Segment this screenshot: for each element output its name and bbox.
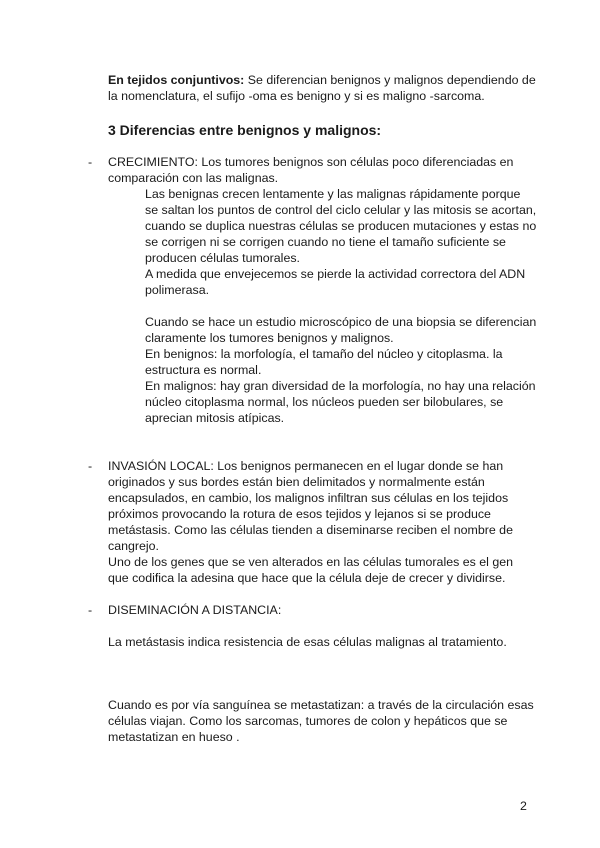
text-line: Las benignas crecen lentamente y las malignas rápidamente porque [145,187,521,201]
diseminacion-paragraph-1: La metástasis indica resistencia de esas células malignas al tratamiento. [108,635,507,649]
text-line: Cuando es por vía sanguínea se metastatizan: a través de la circulación esas [108,698,534,712]
bullet-dash-invasion: - [88,459,93,473]
text-line: metástasis. Como las células tienden a diseminarse reciben el nombre de [108,523,513,537]
bullet-dash-crecimiento: - [88,155,93,169]
text-line: encapsulados, en cambio, los malignos infiltran sus células en los tejidos [108,491,509,505]
text-line: estructura es normal. [145,363,262,377]
diseminacion-title: DISEMINACIÓN A DISTANCIA: [108,603,282,617]
text-line: En malignos: hay gran diversidad de la morfología, no hay una relación [145,379,536,393]
text-line: aprecian mitosis atípicas. [145,411,285,425]
intro-paragraph [108,72,536,104]
intro-bold-label: En tejidos conjuntivos: [108,73,245,87]
text-line: A medida que envejecemos se pierde la actividad correctora del ADN [145,267,526,281]
text-line: producen células tumorales. [145,251,300,265]
text-line: cangrejo. [108,539,159,553]
diseminacion-paragraph-2 [108,697,534,745]
text-line: En benignos: la morfología, el tamaño del núcleo y citoplasma. la [145,347,503,361]
bullet-dash-diseminacion: - [88,603,93,617]
text-line: cuando se duplica nuestras células se producen mutaciones y estas no [145,219,537,233]
text-line: INVASIÓN LOCAL: Los benignos permanecen en el lugar donde se han [108,459,504,473]
text-line: Cuando se hace un estudio microscópico de una biopsia se diferencian [145,315,537,329]
text-line: originados y sus bordes están bien delimitados y normalmente están [108,475,485,489]
text-line: núcleo citoplasma normal, los núcleos pueden ser bilobulares, se [145,395,504,409]
text-line: se saltan los puntos de control del ciclo celular y las mitosis se acortan, [145,203,537,217]
page-number: 2 [520,799,527,813]
text-line: polimerasa. [145,283,210,297]
text-line: próximos provocando la rotura de esos tejidos y lejanos si se produce [108,507,491,521]
text-line: que codifica la adesina que hace que la célula deje de crecer y dividirse. [108,571,506,585]
crecimiento-paragraph-1 [145,186,536,298]
text-line: se corrigen ni se corrigen cuando no tiene el tamaño suficiente se [145,235,506,249]
intro-line-1 [108,72,536,88]
intro-line-1-rest: Se diferencian benignos y malignos dependiendo de [244,73,536,87]
invasion-paragraph [108,458,513,586]
text-line: claramente los tumores benignos y malignos. [145,331,394,345]
crecimiento-line-2: comparación con las malignas. [108,171,279,185]
text-line: metastatizan en hueso . [108,730,240,744]
section-heading: 3 Diferencias entre benignos y malignos: [108,122,382,138]
crecimiento-paragraph-2 [145,314,536,426]
text-line: Uno de los genes que se ven alterados en las células tumorales es el gen [108,555,514,569]
intro-line-2: la nomenclatura, el sufijo -oma es benigno y si es maligno -sarcoma. [108,89,485,103]
crecimiento-line-1: CRECIMIENTO: Los tumores benignos son células poco diferenciadas en [108,155,514,169]
text-line: células viajan. Como los sarcomas, tumores de colon y hepáticos que se [108,714,508,728]
crecimiento-intro [108,154,513,186]
